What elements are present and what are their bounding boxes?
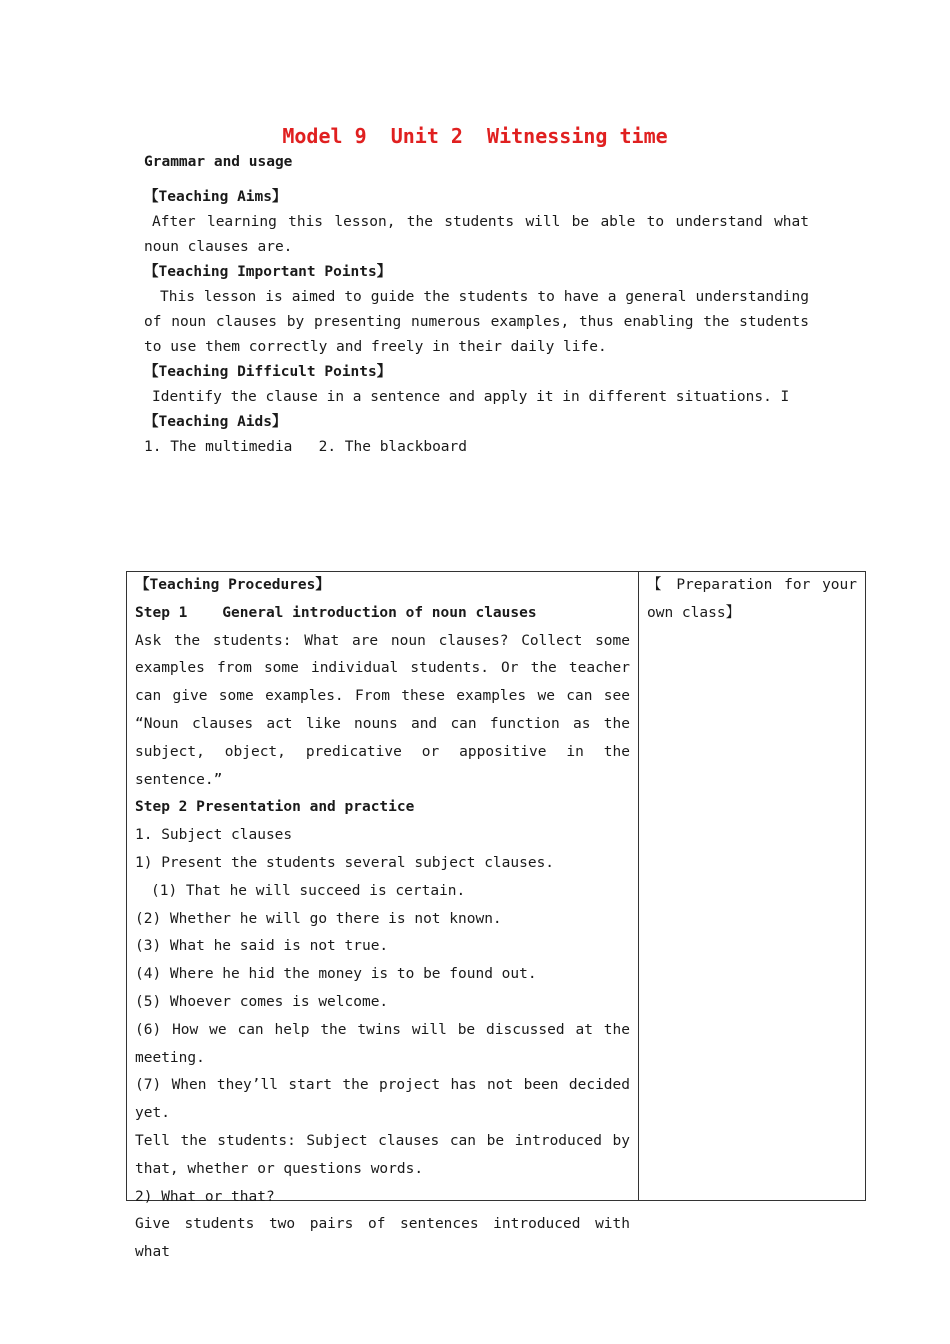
section-text-aims: After learning this lesson, the students will be able to understand what noun clauses are. (144, 214, 809, 255)
example-1: (1) That he will succeed is certain. (151, 882, 466, 899)
page-title: Model 9 Unit 2 Witnessing time (282, 124, 668, 148)
section-heading-aids: 【Teaching Aids】 (144, 414, 287, 430)
preparation-cell (639, 572, 866, 1201)
example-3: (3) What he said is not true. (135, 938, 389, 955)
example-7: (7) When they’ll start the project has not been decided yet. (135, 1077, 630, 1122)
step2-title: Step 2 Presentation and practice (135, 799, 415, 816)
lesson-header (144, 150, 809, 460)
present-instruction: 1) Present the students several subject clauses. (135, 854, 555, 871)
tell-text: Tell the students: Subject clauses can be introduced by that, whether or questions words. (135, 1132, 630, 1177)
preparation-text: 【 Preparation for your own class】 (647, 577, 857, 621)
procedures-cell (127, 572, 639, 1261)
section-heading-important: 【Teaching Important Points】 (144, 264, 392, 280)
procedures-table (126, 571, 866, 1261)
section-text-aids: 1. The multimedia 2. The blackboard (144, 439, 468, 455)
example-6: (6) How we can help the twins will be discussed at the meeting. (135, 1021, 630, 1066)
give-text: Give students two pairs of sentences introduced with what (135, 1216, 630, 1261)
step1-text: Ask the students: What are noun clauses? Collect some examples from some individual students. Or the teacher can give some examples. From these examples we can see “Noun clauses act like nouns and can function as the subject, object, predicative or appositive in the sentence.” (135, 632, 630, 788)
section-heading-difficult: 【Teaching Difficult Points】 (144, 364, 392, 380)
procedures-heading: 【Teaching Procedures】 (135, 577, 330, 593)
example-4: (4) Where he hid the money is to be found out. (135, 966, 537, 983)
subtitle: Grammar and usage (144, 154, 293, 170)
example-5: (5) Whoever comes is welcome. (135, 993, 389, 1010)
step1-title: Step 1 General introduction of noun clauses (135, 604, 537, 621)
example-2: (2) Whether he will go there is not known. (135, 910, 502, 927)
section-text-important: This lesson is aimed to guide the students to have a general understanding of noun clauses by presenting numerous examples, thus enabling the students to use them correctly and freely in their daily life. (144, 289, 809, 355)
section-heading-aims: 【Teaching Aims】 (144, 189, 287, 205)
what-or-that-heading: 2) What or that? (135, 1188, 275, 1205)
subject-clauses-heading: 1. Subject clauses (135, 827, 293, 844)
section-text-difficult: Identify the clause in a sentence and apply it in different situations. I (152, 389, 790, 405)
